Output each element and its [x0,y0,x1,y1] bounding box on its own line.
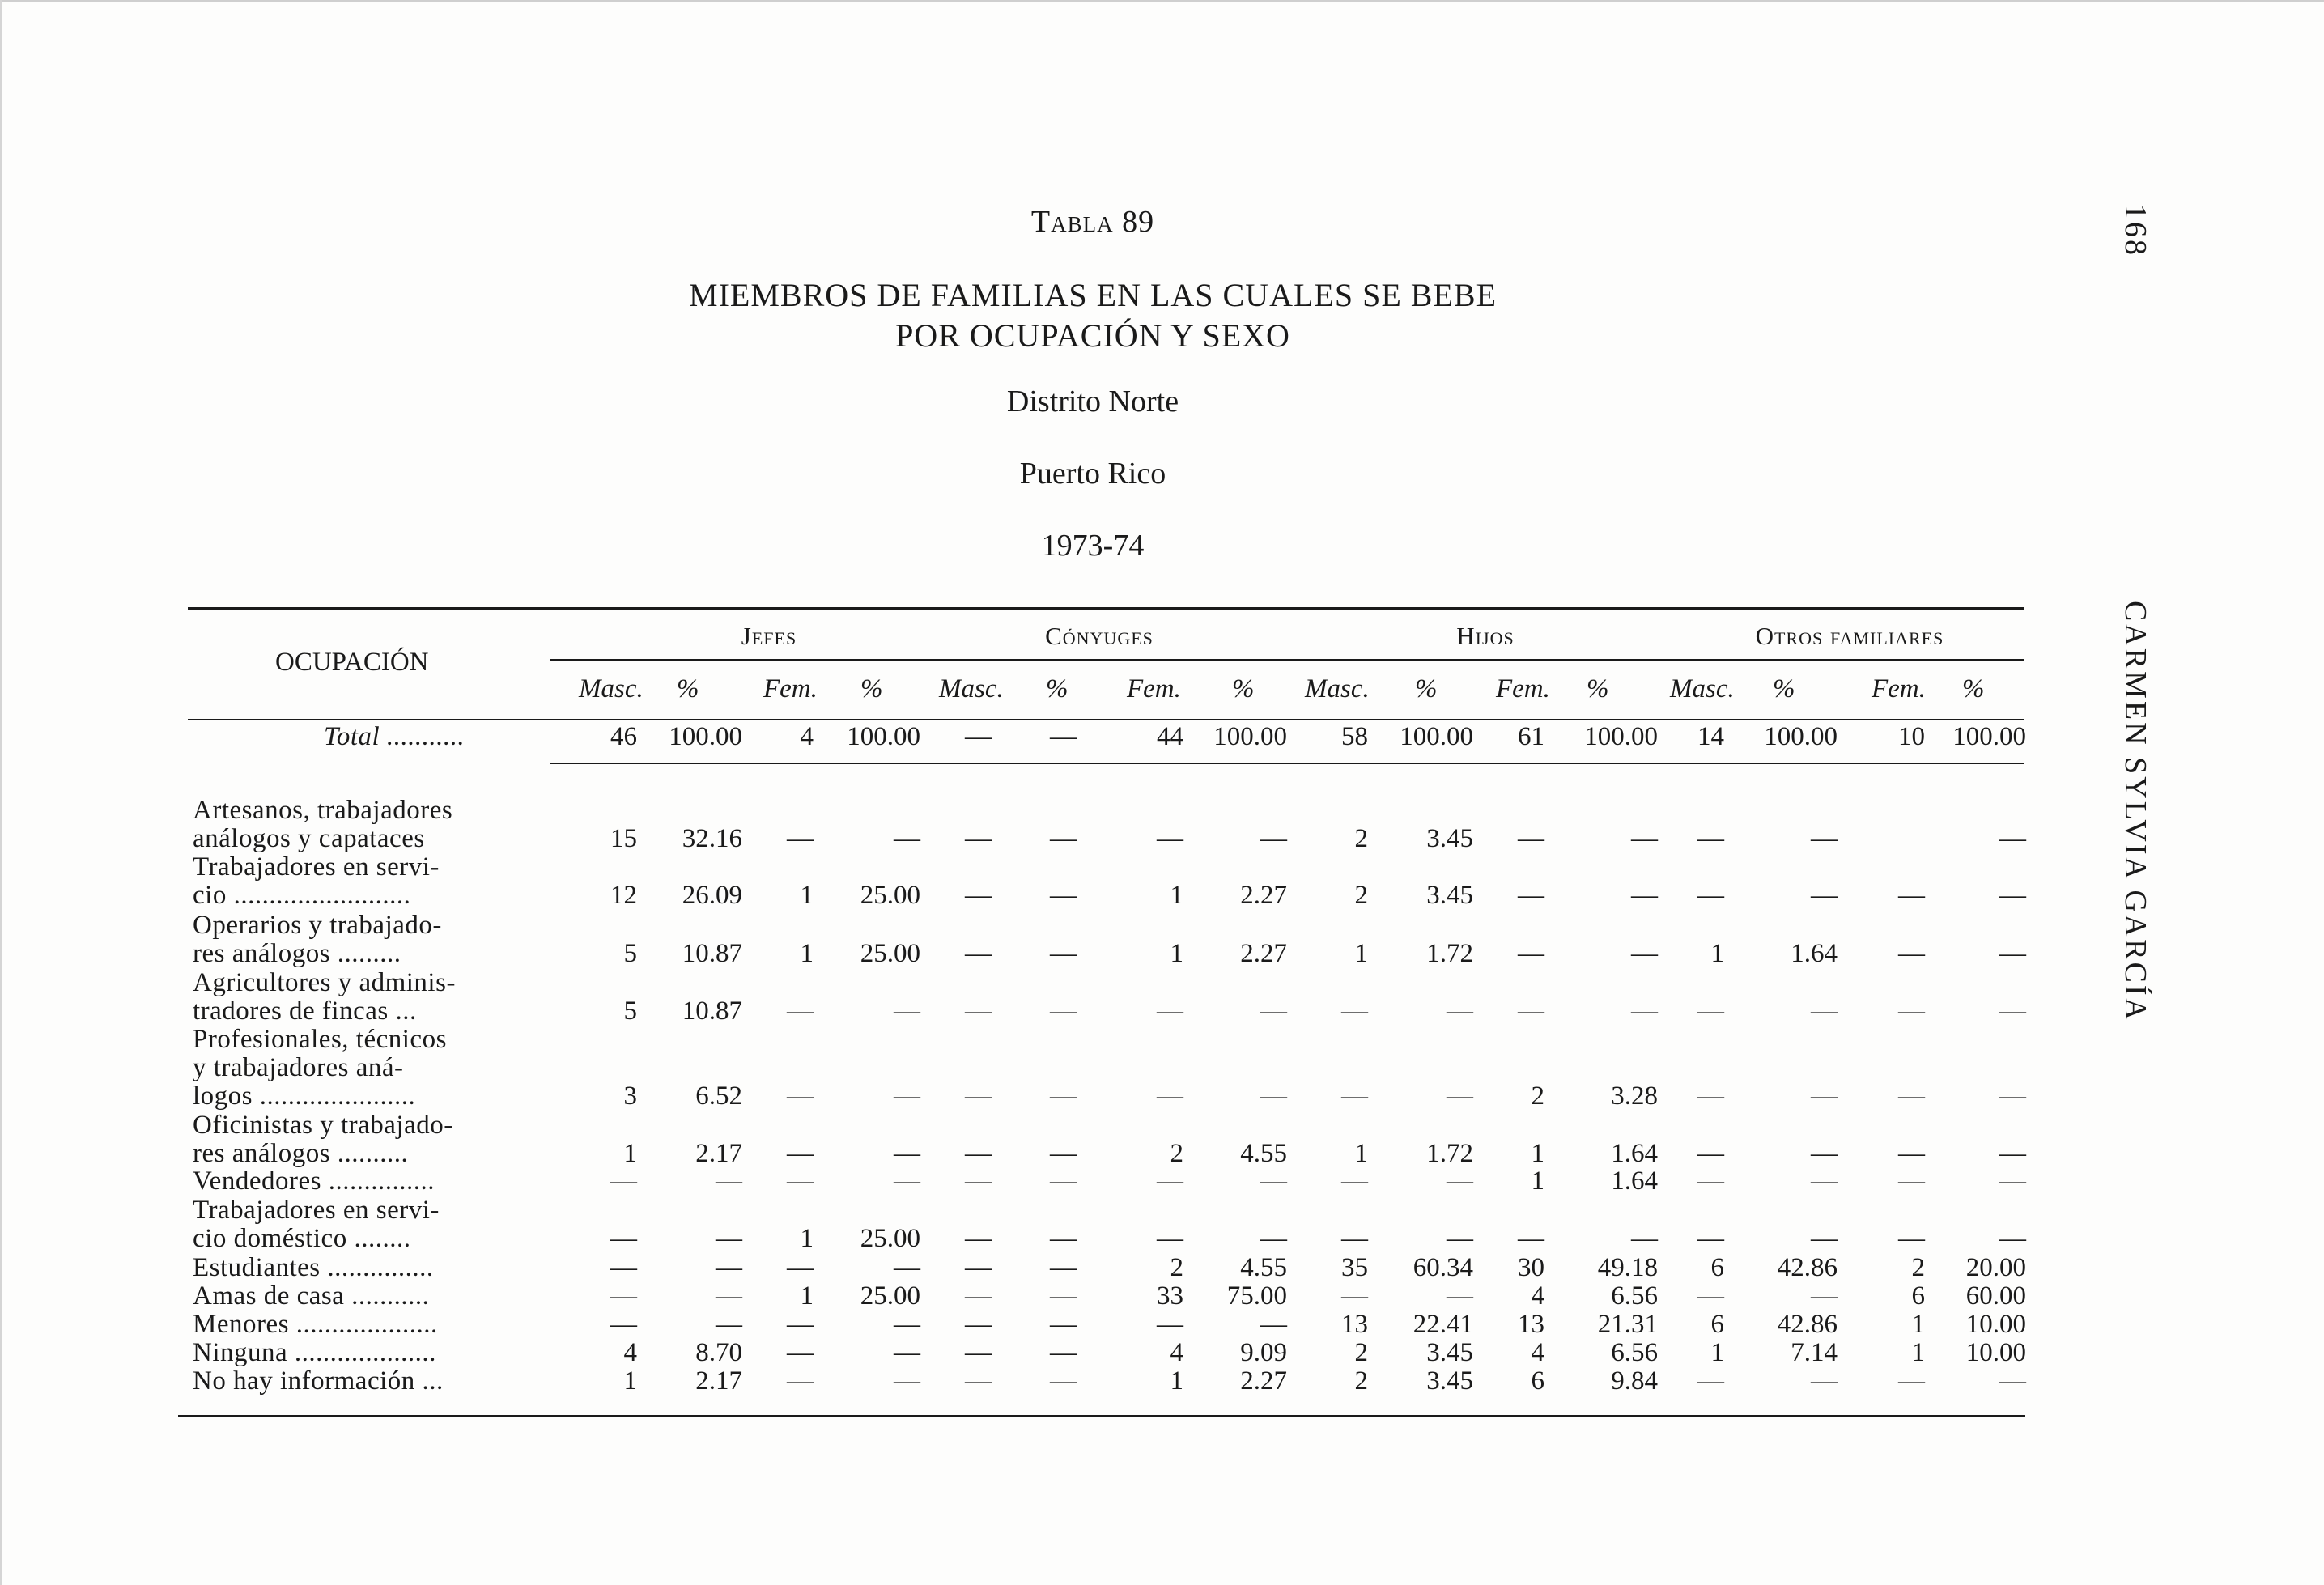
table-row-cell: 3 [623,1081,637,1111]
table-row-cell: — [1050,939,1077,968]
row-label: Estudiantes ............... [193,1253,434,1282]
table-row-cell: 3.45 [1426,1338,1473,1367]
table-row-cell: — [965,1310,992,1339]
table-row-cell: 21.31 [1597,1310,1658,1339]
table-row-cell: — [1447,1166,1473,1196]
group-header: Hijos [1456,622,1515,650]
group-rule [550,659,2024,661]
table-row-cell: — [965,939,992,968]
table-row-cell: 49.18 [1597,1253,1658,1282]
district-label: Distrito Norte [1006,385,1179,419]
table-row-cell: 2 [1354,1366,1368,1396]
row-label: Profesionales, técnicos [193,1025,447,1054]
table-row-cell: — [1050,996,1077,1026]
total-row-cell: 44 [1157,722,1183,751]
table-row-cell: 2 [1354,824,1368,853]
table-row-cell: — [1697,1281,1724,1311]
table-row-cell: 30 [1518,1253,1544,1282]
table-number-value: 89 [1122,205,1155,239]
table-row-cell: — [1697,1166,1724,1196]
table-row-cell: — [1518,824,1544,853]
table-row-cell: 4.55 [1240,1139,1287,1168]
table-row-cell: — [1341,1081,1368,1111]
table-row-cell: 6.52 [695,1081,742,1111]
row-label: cio ......................... [193,881,411,910]
row-label: y trabajadores aná- [193,1053,404,1082]
total-row-cell: 100.00 [1952,722,2026,751]
table-row-cell: — [1811,1366,1838,1396]
table-row-cell: — [1631,881,1658,910]
total-row-cell: 100.00 [1400,722,1473,751]
title-line-1: MIEMBROS DE FAMILIAS EN LAS CUALES SE BEBE [689,277,1497,313]
table-row-cell: 1.64 [1611,1139,1658,1168]
column-subheader: % [1415,674,1438,703]
table-row-cell: — [965,1224,992,1253]
table-row-cell: — [1999,1224,2026,1253]
table-row-cell: 60.34 [1413,1253,1473,1282]
table-row-cell: — [1447,1224,1473,1253]
table-row-cell: — [894,1139,920,1168]
table-row-cell: — [894,1366,920,1396]
row-label: tradores de fincas ... [193,996,417,1026]
table-row-cell: — [1999,1166,2026,1196]
table-row-cell: — [787,1366,814,1396]
table-row-cell: 2 [1170,1139,1183,1168]
table-row-cell: — [1050,1310,1077,1339]
table-row-cell: 1 [1170,1366,1183,1396]
table-row-cell: 6 [1710,1253,1724,1282]
table-row-cell: — [1157,1224,1183,1253]
total-row-cell: 100.00 [1584,722,1658,751]
table-row-cell: — [894,824,920,853]
total-label: Total ........... [324,722,465,751]
table-row-cell: — [965,996,992,1026]
table-row-cell: 2.27 [1240,1366,1287,1396]
table-row-cell: — [965,1253,992,1282]
table-row-cell: — [894,1338,920,1367]
table-row-cell: — [1697,1224,1724,1253]
row-label: Menores .................... [193,1310,438,1339]
column-subheader: Fem. [763,674,818,703]
table-row-cell: 10.00 [1965,1338,2026,1367]
total-row-cell: 100.00 [1213,722,1287,751]
table-row-cell: — [1341,1224,1368,1253]
table-row-cell: — [1447,996,1473,1026]
table-row-cell: 5 [623,996,637,1026]
table-row-cell: 1 [1531,1166,1544,1196]
table-row-cell: — [610,1166,637,1196]
subheader-rule [188,719,2024,720]
table-row-cell: 2 [1354,1338,1368,1367]
table-row-cell: — [894,1310,920,1339]
table-row-cell: 1 [1710,1338,1724,1367]
table-row-cell: 1 [800,1224,814,1253]
table-bottom-rule [178,1415,2025,1417]
total-row-cell: 46 [610,722,637,751]
table-row-cell: — [1811,1139,1838,1168]
table-row-cell: — [787,1310,814,1339]
table-row-cell: 8.70 [695,1338,742,1367]
table-row-cell: — [1811,1224,1838,1253]
running-author: CARMEN SYLVIA GARCÍA [2118,601,2152,1022]
table-row-cell: — [894,1253,920,1282]
table-row-cell: 10.87 [682,996,742,1026]
table-row-cell: 13 [1518,1310,1544,1339]
row-label: Ninguna .................... [193,1338,436,1367]
table-row-cell: — [1697,1139,1724,1168]
table-row-cell: 6 [1531,1366,1544,1396]
table-row-cell: — [965,1166,992,1196]
table-row-cell: 26.09 [682,881,742,910]
table-row-cell: 1 [623,1139,637,1168]
table-row-cell: 35 [1341,1253,1368,1282]
table-row-cell: — [1518,996,1544,1026]
table-prefix: Tabla [1030,205,1114,239]
table-row-cell: 5 [623,939,637,968]
row-label: Operarios y trabajado- [193,911,442,940]
table-row-cell: 1 [623,1366,637,1396]
table-row-cell: 6.56 [1611,1281,1658,1311]
table-row-cell: — [1157,1166,1183,1196]
table-row-cell: 22.41 [1413,1310,1473,1339]
table-row-cell: 42.86 [1777,1310,1838,1339]
row-label: Trabajadores en servi- [193,852,440,882]
table-row-cell: 25.00 [860,881,920,910]
table-row-cell: 1 [800,939,814,968]
table-row-cell: — [610,1281,637,1311]
table-row-cell: — [965,1139,992,1168]
table-row-cell: — [1697,824,1724,853]
table-row-cell: 13 [1341,1310,1368,1339]
row-label: logos ...................... [193,1081,416,1111]
total-row-cell: — [1050,722,1077,751]
table-row-cell: — [1999,1366,2026,1396]
table-row-cell: 60.00 [1965,1281,2026,1311]
table-row-cell: — [1518,881,1544,910]
table-row-cell: 1 [1170,939,1183,968]
row-label: análogos y capataces [193,824,425,853]
table-row-cell: — [1050,881,1077,910]
table-row-cell: — [1050,1253,1077,1282]
row-label: res análogos ......... [193,939,401,968]
column-subheader: Fem. [1872,674,1926,703]
group-header: Jefes [741,622,797,650]
table-row-cell: — [1050,1139,1077,1168]
table-row-cell: 32.16 [682,824,742,853]
column-subheader: Fem. [1127,674,1181,703]
table-row-cell: — [1341,1281,1368,1311]
table-row-cell: 6 [1911,1281,1925,1311]
table-row-cell: 1.72 [1426,939,1473,968]
row-label: Artesanos, trabajadores [193,796,453,825]
table-row-cell: — [1447,1081,1473,1111]
table-row-cell: 4 [623,1338,637,1367]
table-row-cell: — [1447,1281,1473,1311]
row-label: Oficinistas y trabajado- [193,1111,453,1140]
table-number [0,204,2186,240]
table-row-cell: 2 [1170,1253,1183,1282]
table-row-cell: — [787,824,814,853]
table-row-cell: 1 [800,1281,814,1311]
table-row-cell: 12 [610,881,637,910]
table-row-cell: — [1260,1310,1287,1339]
table-row-cell: — [1050,1366,1077,1396]
table-row-cell: — [1811,824,1838,853]
table-row-cell: — [1811,1166,1838,1196]
table-row-cell: — [1157,1310,1183,1339]
column-subheader: % [1046,674,1069,703]
table-row-cell: — [1811,1281,1838,1311]
table-row-cell: — [1697,881,1724,910]
table-row-cell: 7.14 [1791,1338,1838,1367]
table-row-cell: — [1631,996,1658,1026]
table-row-cell: — [787,1253,814,1282]
table-row-cell: 15 [610,824,637,853]
table-row-cell: — [965,824,992,853]
table-row-cell: 1.72 [1426,1139,1473,1168]
column-subheader: % [677,674,699,703]
column-subheader: % [1962,674,1985,703]
table-row-cell: — [965,1338,992,1367]
table-row-cell: — [787,996,814,1026]
table-row-cell: — [965,1281,992,1311]
table-row-cell: — [894,1081,920,1111]
table-row-cell: — [610,1310,637,1339]
table-row-cell: — [1999,1139,2026,1168]
table-row-cell: — [1811,996,1838,1026]
place-label: Puerto Rico [1019,457,1166,491]
table-row-cell: 1.64 [1611,1166,1658,1196]
table-row-cell: 1 [800,881,814,910]
table-row-cell: 2.17 [695,1366,742,1396]
table-row-cell: — [1260,996,1287,1026]
table-row-cell: — [1631,1224,1658,1253]
column-subheader: % [1587,674,1609,703]
total-row-cell: 61 [1518,722,1544,751]
table-row-cell: — [1518,1224,1544,1253]
table-row-cell: 75.00 [1226,1281,1287,1311]
table-row-cell: — [1631,939,1658,968]
table-row-cell: — [1050,1281,1077,1311]
table-row-cell: — [1050,1338,1077,1367]
table-row-cell: — [1697,1081,1724,1111]
row-label: No hay información ... [193,1366,444,1396]
row-label: cio doméstico ........ [193,1224,411,1253]
table-row-cell: — [1898,1081,1925,1111]
table-row-cell: — [1999,939,2026,968]
table-row-cell: — [1050,1224,1077,1253]
column-subheader: Masc. [939,674,1004,703]
table-row-cell: 4.55 [1240,1253,1287,1282]
total-row-cell: 100.00 [669,722,742,751]
table-row-cell: — [716,1224,742,1253]
table-row-cell: — [716,1310,742,1339]
column-subheader: % [1773,674,1795,703]
stub-header: OCUPACIÓN [275,648,429,677]
table-row-cell: 33 [1157,1281,1183,1311]
column-subheader: Fem. [1496,674,1550,703]
table-row-cell: 2 [1354,881,1368,910]
table-row-cell: — [1999,881,2026,910]
table-row-cell: — [894,1166,920,1196]
row-label: Vendedores ............... [193,1166,435,1196]
total-row-cell: 100.00 [847,722,920,751]
total-row-cell: — [965,722,992,751]
table-row-cell: 3.28 [1611,1081,1658,1111]
table-row-cell: 25.00 [860,1281,920,1311]
table-row-cell: 1 [1710,939,1724,968]
column-subheader: Masc. [1305,674,1370,703]
table-row-cell: 2 [1531,1081,1544,1111]
table-row-cell: — [787,1139,814,1168]
table-row-cell: 1 [1911,1310,1925,1339]
column-subheader: % [860,674,883,703]
table-row-cell: 25.00 [860,939,920,968]
table-row-cell: — [1898,1224,1925,1253]
total-row-cell: 10 [1898,722,1925,751]
table-row-cell: 2.27 [1240,939,1287,968]
table-row-cell: — [1898,1139,1925,1168]
table-row-cell: — [610,1224,637,1253]
table-row-cell: — [1697,996,1724,1026]
table-row-cell: — [1811,1081,1838,1111]
group-header: Otros familiares [1755,622,1944,650]
table-row-cell: — [716,1281,742,1311]
table-row-cell: — [1999,824,2026,853]
table-row-cell: 2.27 [1240,881,1287,910]
table-row-cell: 3.45 [1426,881,1473,910]
table-row-cell: 4 [1531,1338,1544,1367]
table-row-cell: — [965,881,992,910]
table-row-cell: — [787,1081,814,1111]
table-row-cell: 2.17 [695,1139,742,1168]
table-row-cell: — [1898,1166,1925,1196]
table-row-cell: — [1898,881,1925,910]
row-label: Agricultores y adminis- [193,968,456,997]
table-row-cell: — [1999,1081,2026,1111]
table-row-cell: — [1631,824,1658,853]
table-row-cell: — [716,1166,742,1196]
years-label: 1973-74 [1041,529,1145,563]
table-row-cell: 3.45 [1426,824,1473,853]
title-line-2: POR OCUPACIÓN Y SEXO [895,317,1290,354]
table-row-cell: 9.84 [1611,1366,1658,1396]
table-row-cell: 1 [1354,939,1368,968]
table-row-cell: — [716,1253,742,1282]
table-row-cell: — [1341,996,1368,1026]
table-row-cell: — [1050,1166,1077,1196]
table-row-cell: — [965,1081,992,1111]
group-header: Cónyuges [1045,622,1154,650]
table-row-cell: 3.45 [1426,1366,1473,1396]
table-row-cell: 10.00 [1965,1310,2026,1339]
page-edge-top [0,0,2324,2]
table-row-cell: 6.56 [1611,1338,1658,1367]
table-row-cell: — [1260,1081,1287,1111]
column-subheader: Masc. [1670,674,1735,703]
table-row-cell: — [1898,996,1925,1026]
table-row-cell: — [1050,1081,1077,1111]
table-row-cell: — [1898,1366,1925,1396]
table-row-cell: 1 [1354,1139,1368,1168]
table-row-cell: 1 [1911,1338,1925,1367]
table-row-cell: 4 [1170,1338,1183,1367]
column-subheader: Masc. [579,674,644,703]
table-row-cell: 1 [1170,881,1183,910]
total-row-cell: 4 [800,722,814,751]
table-row-cell: 6 [1710,1310,1724,1339]
total-row-cell: 100.00 [1764,722,1838,751]
table-row-cell: — [1157,1081,1183,1111]
table-row-cell: — [965,1366,992,1396]
table-row-cell: — [1260,824,1287,853]
table-row-cell: — [610,1253,637,1282]
table-row-cell: — [787,1338,814,1367]
table-row-cell: 10.87 [682,939,742,968]
table-row-cell: — [787,1166,814,1196]
table-row-cell: — [1157,996,1183,1026]
total-rule [550,763,2024,764]
table-row-cell: — [1898,939,1925,968]
table-row-cell: — [1999,996,2026,1026]
table-row-cell: — [1157,824,1183,853]
table-row-cell: — [1260,1166,1287,1196]
table-row-cell: 2 [1911,1253,1925,1282]
row-label: Trabajadores en servi- [193,1196,440,1225]
table-row-cell: — [894,996,920,1026]
row-label: Amas de casa ........... [193,1281,430,1311]
table-top-rule [188,607,2024,610]
table-row-cell: 42.86 [1777,1253,1838,1282]
table-title [0,275,2186,356]
table-row-cell: 9.09 [1240,1338,1287,1367]
table-row-cell: — [1341,1166,1368,1196]
table-row-cell: 20.00 [1965,1253,2026,1282]
total-row-cell: 58 [1341,722,1368,751]
page-number: 168 [2118,204,2152,257]
table-row-cell: — [1050,824,1077,853]
table-row-cell: 1.64 [1791,939,1838,968]
total-row-cell: 14 [1697,722,1724,751]
table-row-cell: — [1260,1224,1287,1253]
table-row-cell: — [1811,881,1838,910]
table-row-cell: — [1518,939,1544,968]
table-row-cell: 1 [1531,1139,1544,1168]
column-subheader: % [1232,674,1255,703]
table-row-cell: 25.00 [860,1224,920,1253]
table-row-cell: — [1697,1366,1724,1396]
table-row-cell: 4 [1531,1281,1544,1311]
row-label: res análogos .......... [193,1139,409,1168]
